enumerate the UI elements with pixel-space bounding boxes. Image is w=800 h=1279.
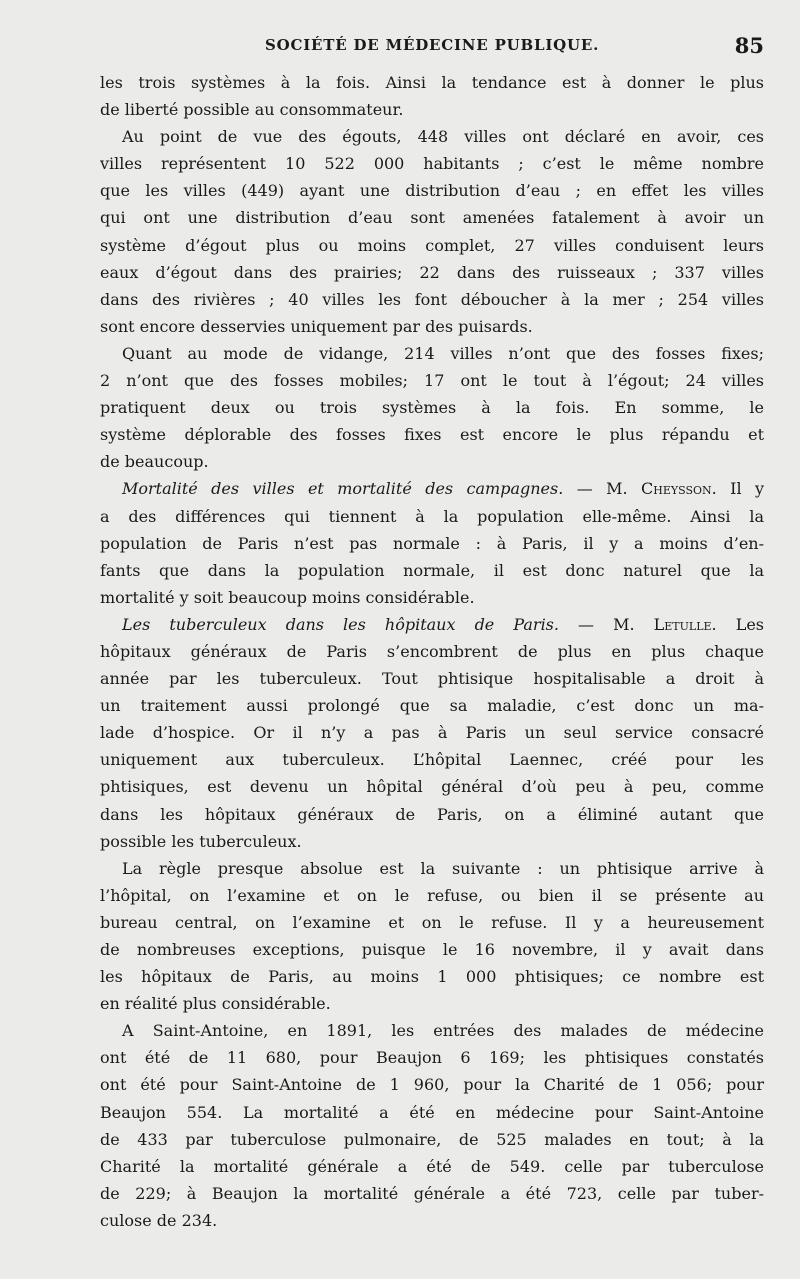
body-text — [100, 73, 764, 1238]
text-line: sont encore desservies uniquement par des puisards. — [100, 316, 533, 336]
text-line: pratiquent deux ou trois systèmes à la fois. En somme, le — [100, 398, 764, 418]
text-line: système d’égout plus ou moins complet, 27 villes conduisent leurs — [100, 235, 764, 255]
text-line: les trois systèmes à la fois. Ainsi la tendance est à donner le plus — [100, 73, 764, 92]
text-line: possible les tuberculeux. — [100, 831, 302, 851]
section-title: Mortalité des villes et mortalité des campagnes. — [122, 479, 564, 499]
text-line: en réalité plus considérable. — [100, 994, 331, 1014]
text-line: ont été pour Saint-Antoine de 1 960, pour la Charité de 1 056; pour — [100, 1075, 764, 1095]
dash-separator: — M. — [563, 479, 641, 499]
text-line: lade d’hospice. Or il n’y a pas à Paris un seul service consacré — [100, 723, 764, 743]
page-number: 85 — [734, 33, 764, 58]
text-line: Au point de vue des égouts, 448 villes ont déclaré en avoir, ces — [122, 127, 764, 147]
page-header — [100, 33, 764, 60]
speaker-name: Cheysson — [640, 479, 712, 499]
text-line: système déplorable des fosses fixes est encore le plus répandu et — [100, 425, 764, 445]
text-line: Beaujon 554. La mortalité a été en médecine pour Saint-Antoine — [100, 1102, 764, 1122]
text-line: population de Paris n’est pas normale : à Paris, il y a moins d’en- — [100, 533, 764, 553]
text-line: A Saint-Antoine, en 1891, les entrées des malades de médecine — [122, 1021, 764, 1041]
text-line: fants que dans la population normale, il est donc naturel que la — [100, 560, 764, 580]
text-line: hôpitaux généraux de Paris s’encombrent de plus en plus chaque — [100, 641, 764, 661]
text-line: phtisiques, est devenu un hôpital général d’où peu à peu, comme — [100, 777, 764, 797]
text-line: mortalité y soit beaucoup moins considérable. — [100, 587, 475, 607]
text-line — [100, 615, 764, 642]
line-rest: . Les — [711, 614, 764, 634]
speaker-name: Letulle — [653, 614, 712, 634]
text-line — [100, 479, 764, 506]
text-line: eaux d’égout dans des prairies; 22 dans des ruisseaux ; 337 villes — [100, 262, 764, 282]
line-rest: . Il y — [711, 479, 764, 499]
text-line: de beaucoup. — [100, 452, 209, 472]
text-line: année par les tuberculeux. Tout phtisique hospitalisable a droit à — [100, 669, 764, 689]
text-line: a des différences qui tiennent à la population elle-même. Ainsi la — [100, 506, 764, 526]
text-line: ont été de 11 680, pour Beaujon 6 169; les phtisiques constatés — [100, 1048, 764, 1068]
text-line: qui ont une distribution d’eau sont amenées fatalement à avoir un — [100, 208, 764, 228]
text-line: dans des rivières ; 40 villes les font déboucher à la mer ; 254 villes — [100, 289, 764, 309]
dash-separator: — M. — [558, 614, 654, 634]
text-line: La règle presque absolue est la suivante : un phtisique arrive à — [122, 858, 764, 878]
text-line: Quant au mode de vidange, 214 villes n’ont que des fosses fixes; — [122, 343, 764, 363]
text-line: culose de 234. — [100, 1210, 218, 1230]
text-line: les hôpitaux de Paris, au moins 1 000 phtisiques; ce nombre est — [100, 967, 764, 987]
text-line: bureau central, on l’examine et on le refuse. Il y a heureusement — [100, 912, 764, 932]
text-line: un traitement aussi prolongé que sa maladie, c’est donc un ma- — [100, 696, 764, 716]
text-line: de 433 par tuberculose pulmonaire, de 525 malades en tout; à la — [100, 1129, 764, 1149]
section-title: Les tuberculeux dans les hôpitaux de Paris. — [122, 614, 559, 634]
text-line: villes représentent 10 522 000 habitants ; c’est le même nombre — [100, 154, 764, 174]
running-head: SOCIÉTÉ DE MÉDECINE PUBLIQUE. — [265, 36, 600, 54]
text-line: l’hôpital, on l’examine et on le refuse, ou bien il se présente au — [100, 885, 764, 905]
text-line: dans les hôpitaux généraux de Paris, on a éliminé autant que — [100, 804, 764, 824]
text-line: de nombreuses exceptions, puisque le 16 novembre, il y avait dans — [100, 940, 764, 959]
text-line: uniquement aux tuberculeux. L’hôpital Laennec, créé pour les — [100, 750, 764, 770]
text-line: de 229; à Beaujon la mortalité générale a été 723, celle par tuber- — [100, 1183, 764, 1203]
text-line: de liberté possible au consommateur. — [100, 100, 404, 120]
text-line: Charité la mortalité générale a été de 549. celle par tuberculose — [100, 1156, 764, 1176]
text-line: 2 n’ont que des fosses mobiles; 17 ont le tout à l’égout; 24 villes — [100, 371, 764, 391]
text-line: que les villes (449) ayant une distribution d’eau ; en effet les villes — [100, 181, 764, 201]
